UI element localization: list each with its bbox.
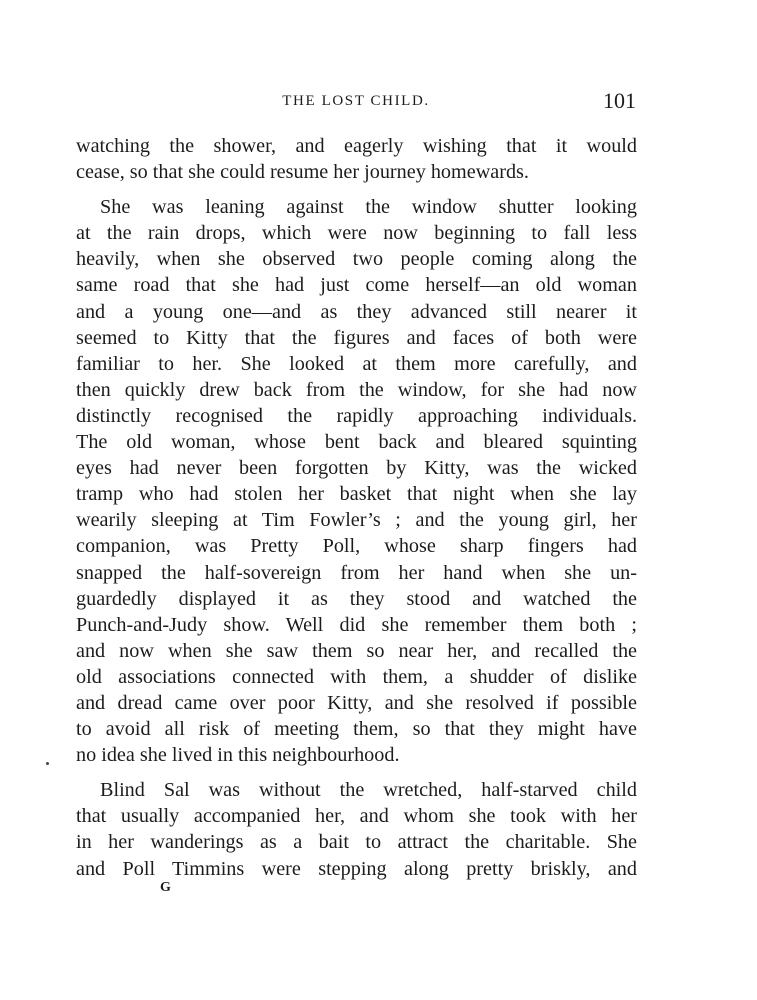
text-line: that usually accompanied her, and whom she took with her bbox=[76, 805, 637, 828]
paragraph-3 bbox=[76, 777, 637, 881]
text-line: seemed to Kitty that the figures and faces of both were bbox=[76, 326, 637, 349]
paragraph-gap bbox=[76, 185, 637, 194]
text-line: Blind Sal was without the wretched, half-starved child bbox=[100, 779, 637, 802]
text-line: old associations connected with them, a shudder of dislike bbox=[76, 665, 637, 688]
text-line: The old woman, whose bent back and bleared squinting bbox=[76, 431, 637, 454]
running-head bbox=[76, 88, 636, 116]
text-line: Punch-and-Judy show. Well did she remember them both ; bbox=[76, 613, 637, 636]
text-line: watching the shower, and eagerly wishing that it would bbox=[76, 135, 637, 157]
running-title: THE LOST CHILD. bbox=[282, 93, 430, 109]
text-line: wearily sleeping at Tim Fowler’s ; and the young girl, her bbox=[76, 509, 637, 532]
text-line: and a young one—and as they advanced still nearer it bbox=[76, 300, 637, 323]
text-line: and dread came over poor Kitty, and she resolved if possible bbox=[76, 691, 637, 714]
text-line: snapped the half-sovereign from her hand when she un- bbox=[76, 561, 637, 584]
text-line: familiar to her. She looked at them more carefully, and bbox=[76, 352, 637, 375]
text-line: in her wanderings as a bait to attract the charitable. She bbox=[76, 831, 637, 854]
text-line: at the rain drops, which were now beginning to fall less bbox=[76, 222, 637, 245]
text-line: heavily, when she observed two people coming along the bbox=[76, 248, 637, 271]
page-number: 101 bbox=[603, 88, 636, 113]
text-line: guardedly displayed it as they stood and watched the bbox=[76, 587, 637, 610]
text-line: companion, was Pretty Poll, whose sharp fingers had bbox=[76, 535, 637, 558]
paragraph-gap bbox=[76, 768, 637, 777]
text-line: tramp who had stolen her basket that night when she lay bbox=[76, 483, 637, 506]
text-line: no idea she lived in this neighbourhood. bbox=[76, 744, 400, 767]
text-line: distinctly recognised the rapidly approaching individuals. bbox=[76, 404, 637, 427]
text-line: to avoid all risk of meeting them, so that they might have bbox=[76, 718, 637, 741]
text-line: and now when she saw them so near her, and recalled the bbox=[76, 639, 637, 662]
text-line: She was leaning against the window shutter looking bbox=[100, 196, 637, 219]
ink-speck bbox=[46, 762, 49, 765]
text-line: same road that she had just come herself—an old woman bbox=[76, 274, 637, 297]
text-line: then quickly drew back from the window, for she had now bbox=[76, 378, 637, 401]
signature-mark: G bbox=[160, 880, 171, 895]
text-line: and Poll Timmins were stepping along pretty briskly, and bbox=[76, 857, 637, 880]
paragraph-1 bbox=[76, 133, 637, 185]
text-line: cease, so that she could resume her journey homewards. bbox=[76, 161, 529, 184]
body-text bbox=[76, 133, 637, 882]
text-line: eyes had never been forgotten by Kitty, was the wicked bbox=[76, 457, 637, 480]
paragraph-2 bbox=[76, 194, 637, 768]
